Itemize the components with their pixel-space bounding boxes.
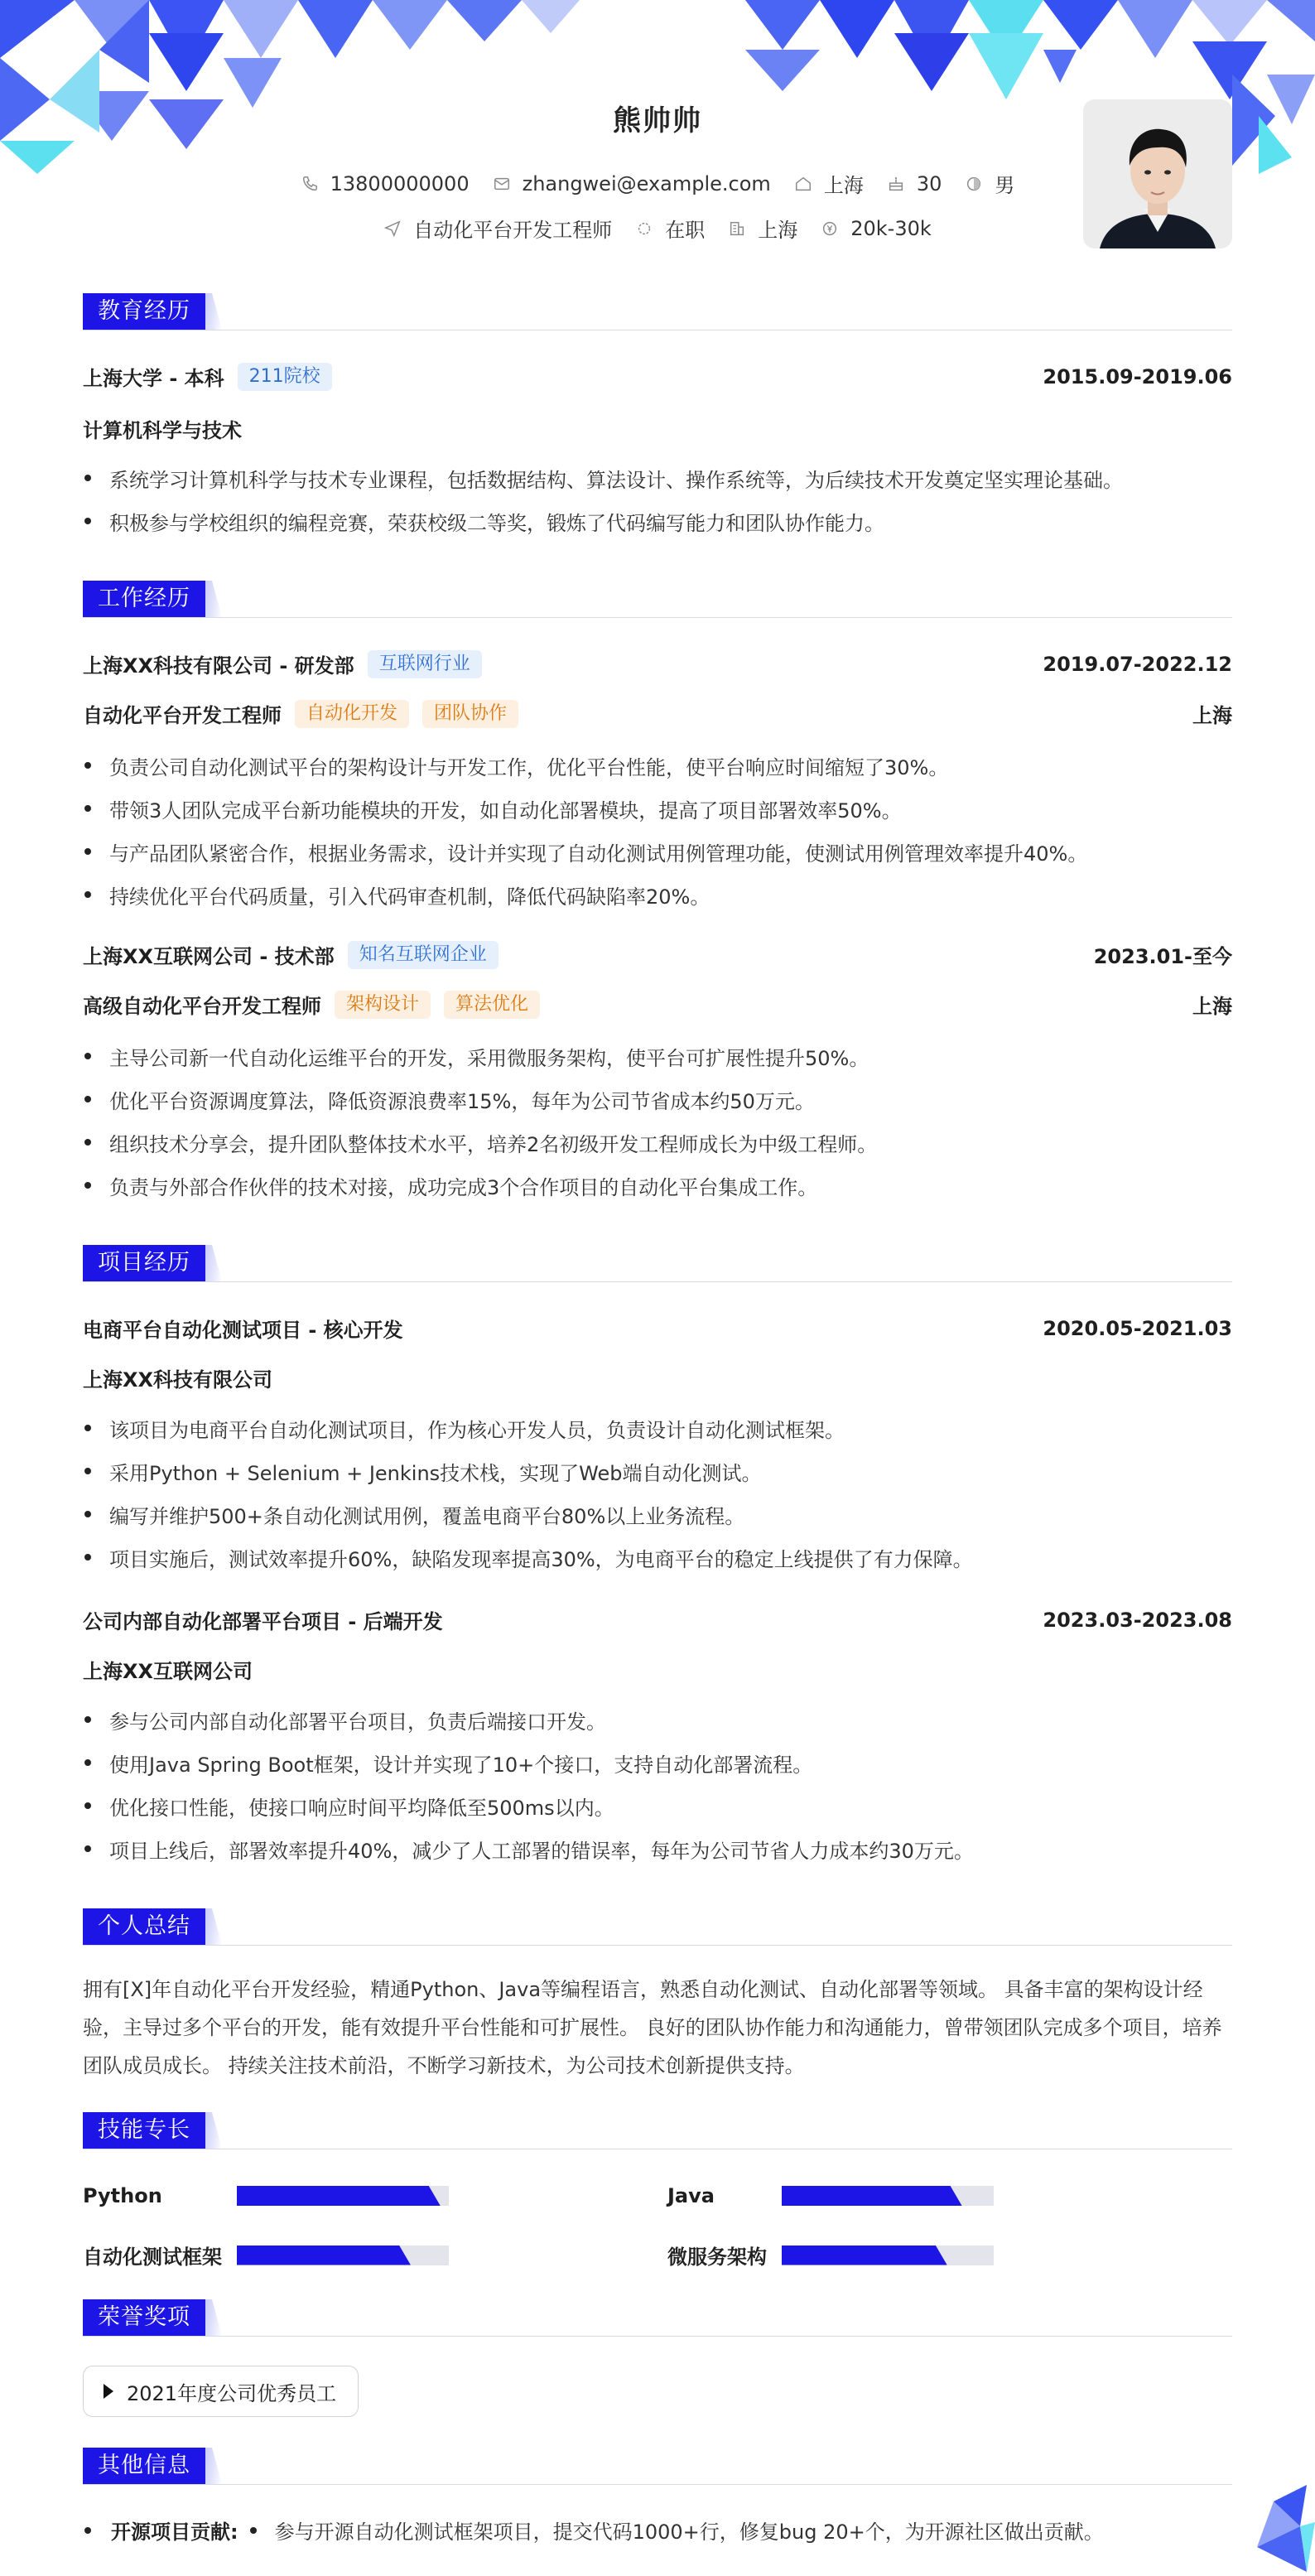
skill-item [83, 2184, 449, 2207]
project-header [83, 1605, 1232, 1634]
skill-name: Java [667, 2184, 715, 2207]
industry-tag: 知名互联网企业 [348, 941, 499, 969]
section-divider [83, 617, 1232, 618]
building-icon [728, 219, 746, 238]
other-text: 参与开源自动化测试框架项目，提交代码1000+行，修复bug 20+个，为开源社区做出贡献。 [274, 2521, 1104, 2544]
position-row [83, 990, 1232, 1019]
project-company-row [83, 1363, 1232, 1392]
salary-text: 20k-30k [850, 216, 932, 240]
gender-info [965, 169, 1014, 198]
skill-tag: 算法优化 [444, 991, 540, 1019]
status-icon [635, 219, 653, 238]
project-header [83, 1314, 1232, 1343]
phone-info [301, 172, 470, 195]
list-item: 项目上线后，部署效率提升40%，减少了人工部署的错误率，每年为公司节省人力成本约30万元。 [83, 1835, 1232, 1864]
list-item: 该项目为电商平台自动化测试项目，作为核心开发人员，负责设计自动化测试框架。 [83, 1414, 1232, 1443]
summary-line: 团队成员成长。 持续关注技术前沿，不断学习新技术，为公司技术创新提供支持。 [83, 2054, 805, 2077]
gender-icon [965, 175, 983, 193]
project-company: 上海XX互联网公司 [83, 1660, 253, 1683]
job-target-text: 自动化平台开发工程师 [413, 219, 613, 242]
list-item: 组织技术分享会，提升团队整体技术水平，培养2名初级开发工程师成长为中级工程师。 [83, 1128, 1232, 1157]
email-info [493, 172, 771, 195]
location-info [794, 169, 864, 198]
major-row [83, 414, 1232, 443]
section-title-awards: 荣誉奖项 [83, 2299, 222, 2336]
skill-bar [782, 2246, 994, 2265]
section-divider [83, 1945, 1232, 1946]
work-date: 2019.07-2022.12 [1043, 652, 1232, 676]
skill-name: Python [83, 2184, 162, 2207]
position-title: 自动化平台开发工程师 [83, 704, 282, 727]
project-date: 2023.03-2023.08 [1043, 1608, 1232, 1632]
project-date: 2020.05-2021.03 [1043, 1316, 1232, 1340]
work-date: 2023.01-至今 [1093, 945, 1232, 968]
position-title: 高级自动化平台开发工程师 [83, 995, 321, 1018]
work-header [83, 649, 1232, 678]
bullet-dot [84, 2527, 91, 2534]
work-city: 上海 [1192, 704, 1232, 727]
list-item: 优化平台资源调度算法，降低资源浪费率15%，每年为公司节省成本约50万元。 [83, 1085, 1232, 1114]
list-item: 持续优化平台代码质量，引入代码审查机制，降低代码缺陷率20%。 [83, 880, 1232, 909]
skill-tag: 团队协作 [422, 700, 518, 728]
skill-bar-fill [782, 2246, 947, 2265]
list-item: 编写并维护500+条自动化测试用例，覆盖电商平台80%以上业务流程。 [83, 1500, 1232, 1529]
mail-icon [493, 175, 511, 193]
list-item: 带领3人团队完成平台新功能模块的开发，如自动化部署模块，提高了项目部署效率50%。 [83, 794, 1232, 823]
list-item: 积极参与学校组织的编程竞赛，荣获校级二等奖，锻炼了代码编写能力和团队协作能力。 [83, 507, 1232, 536]
section-title-work: 工作经历 [83, 581, 222, 617]
phone-text: 13800000000 [330, 171, 470, 195]
project-name: 电商平台自动化测试项目 - 核心开发 [83, 1319, 403, 1342]
project-name: 公司内部自动化部署平台项目 - 后端开发 [83, 1610, 443, 1633]
send-icon [383, 219, 402, 238]
age-info [887, 172, 942, 195]
school-tag: 211院校 [238, 363, 332, 391]
work-header [83, 940, 1232, 969]
section-title-summary: 个人总结 [83, 1908, 222, 1945]
candidate-name: 熊帅帅 [613, 104, 702, 137]
skill-bar [237, 2186, 449, 2206]
skill-bar-fill [782, 2186, 962, 2206]
education-header [83, 362, 1232, 391]
skill-item [667, 2241, 994, 2270]
skill-bar-fill [237, 2186, 441, 2206]
job-target-info [383, 214, 612, 243]
section-title-other: 其他信息 [83, 2448, 222, 2484]
major: 计算机科学与技术 [83, 419, 242, 442]
skill-item [667, 2184, 994, 2207]
position-row [83, 699, 1232, 728]
award-text: 2021年度公司优秀员工 [127, 2381, 337, 2405]
section-divider [83, 2484, 1232, 2485]
industry-tag: 互联网行业 [368, 650, 482, 678]
section-divider [83, 1281, 1232, 1282]
location-text: 上海 [823, 174, 864, 197]
home-icon [794, 175, 812, 193]
avatar [1083, 99, 1232, 248]
gender-text: 男 [995, 174, 1015, 197]
company-name: 上海XX互联网公司 - 技术部 [83, 945, 335, 968]
project-company: 上海XX科技有限公司 [83, 1368, 273, 1392]
list-item: 与产品团队紧密合作，根据业务需求，设计并实现了自动化测试用例管理功能，使测试用例管理效率提升40%。 [83, 837, 1232, 866]
status-text: 在职 [665, 219, 706, 242]
skill-name: 自动化测试框架 [83, 2246, 222, 2269]
list-item: 系统学习计算机科学与技术专业课程，包括数据结构、算法设计、操作系统等，为后续技术开发奠定坚实理论基础。 [83, 464, 1232, 493]
list-item: 优化接口性能，使接口响应时间平均降低至500ms以内。 [83, 1792, 1232, 1821]
skill-item [83, 2241, 449, 2270]
list-item: 参与公司内部自动化部署平台项目，负责后端接口开发。 [83, 1705, 1232, 1734]
status-info [635, 214, 705, 243]
skill-tag: 自动化开发 [295, 700, 409, 728]
list-item: 负责公司自动化测试平台的架构设计与开发工作，优化平台性能，使平台响应时间缩短了30%。 [83, 751, 1232, 780]
school-name: 上海大学 - 本科 [83, 367, 224, 390]
list-item: 采用Python + Selenium + Jenkins技术栈，实现了Web端自动化测试。 [83, 1457, 1232, 1486]
avatar-portrait [1083, 99, 1232, 248]
salary-info [821, 217, 932, 240]
company-name: 上海XX科技有限公司 - 研发部 [83, 654, 354, 678]
coin-icon [821, 219, 839, 238]
education-date: 2015.09-2019.06 [1043, 364, 1232, 388]
project-company-row [83, 1655, 1232, 1684]
section-title-skills: 技能专长 [83, 2112, 222, 2149]
target-city-text: 上海 [758, 219, 798, 242]
skill-bar-fill [237, 2246, 411, 2265]
bullet-dot [250, 2527, 257, 2534]
play-icon [104, 2384, 113, 2399]
skill-name: 微服务架构 [667, 2246, 767, 2269]
summary-text [83, 1971, 1232, 2085]
list-item: 使用Java Spring Boot框架，设计并实现了10+个接口，支持自动化部署流程。 [83, 1749, 1232, 1778]
email-text: zhangwei@example.com [522, 171, 771, 195]
list-item: 主导公司新一代自动化运维平台的开发，采用微服务架构，使平台可扩展性提升50%。 [83, 1042, 1232, 1071]
other-info-item [83, 2516, 1232, 2545]
skill-bar [782, 2186, 994, 2206]
list-item: 项目实施后，测试效率提升60%，缺陷发现率提高30%，为电商平台的稳定上线提供了有力保障。 [83, 1543, 1232, 1572]
other-label: 开源项目贡献: [111, 2521, 238, 2544]
skill-bar [237, 2246, 449, 2265]
target-city-info [728, 214, 797, 243]
phone-icon [301, 175, 319, 193]
summary-line: 拥有[X]年自动化平台开发经验，精通Python、Java等编程语言，熟悉自动化测试、自动化部署等领域。 具备丰富的架构设计经 [83, 1978, 1203, 2001]
skill-tag: 架构设计 [335, 991, 431, 1019]
section-divider [83, 2336, 1232, 2337]
section-title-education: 教育经历 [83, 293, 222, 330]
cake-icon [887, 175, 905, 193]
work-city: 上海 [1192, 995, 1232, 1018]
summary-line: 验，主导过多个平台的开发，能有效提升平台性能和可扩展性。 良好的团队协作能力和沟通能力，曾带领团队完成多个项目，培养 [83, 2016, 1222, 2039]
section-title-projects: 项目经历 [83, 1245, 222, 1281]
age-text: 30 [916, 171, 942, 195]
award-item [83, 2366, 359, 2417]
list-item: 负责与外部合作伙伴的技术对接，成功完成3个合作项目的自动化平台集成工作。 [83, 1171, 1232, 1200]
decorative-corner-triangles [1224, 2477, 1315, 2576]
